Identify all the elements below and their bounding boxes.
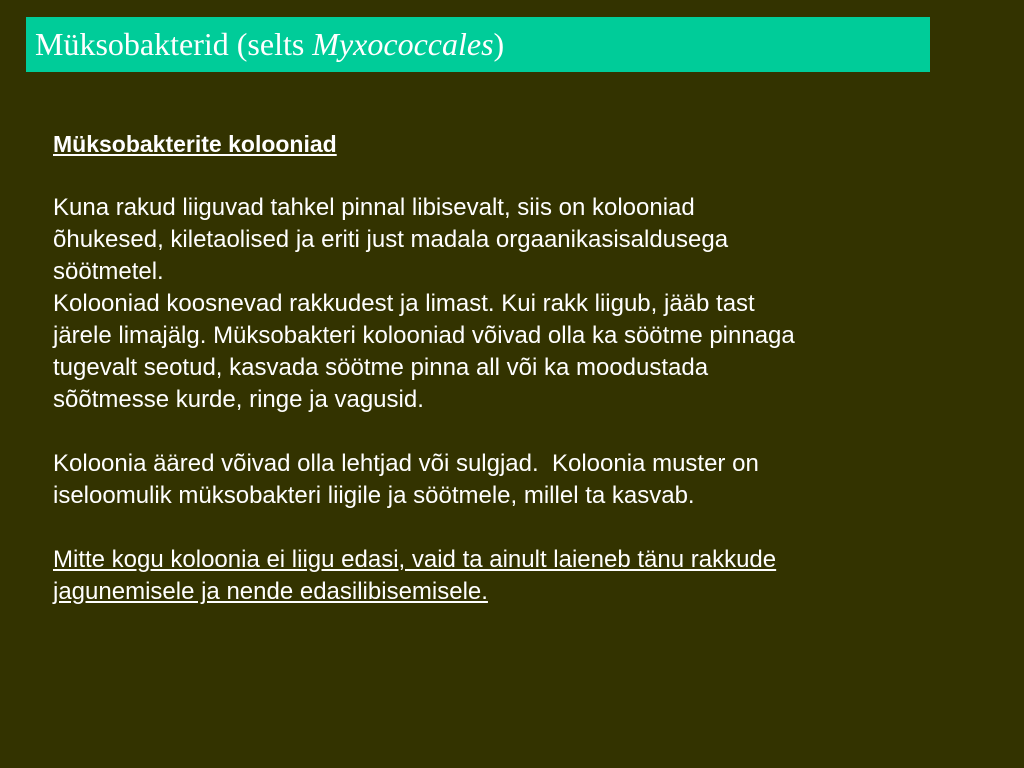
paragraph-3-line-1: Koloonia ääred võivad olla lehtjad või sulgjad. Koloonia muster on [53, 450, 759, 477]
paragraph-2-line-1: Kolooniad koosnevad rakkudest ja limast. Kui rakk liigub, jääb tast [53, 290, 755, 317]
paragraph-3-line-2: iseloomulik müksobakteri liigile ja söötmele, millel ta kasvab. [53, 482, 695, 509]
paragraph-2-line-3: tugevalt seotud, kasvada söötme pinna all või ka moodustada [53, 354, 709, 381]
section-heading: Müksobakterite kolooniad [53, 131, 337, 157]
paragraph-4-line-1: Mitte kogu koloonia ei liigu edasi, vaid ta ainult laieneb tänu rakkude [53, 546, 777, 573]
title-italic-taxon: Myxococcales [312, 26, 494, 62]
paragraph-2-line-2: järele limajälg. Müksobakteri kolooniad võivad olla ka söötme pinnaga [53, 322, 795, 349]
slide-content [53, 128, 973, 608]
title-prefix: Müksobakterid (selts [35, 26, 313, 62]
spacer [53, 160, 973, 192]
slide-title [35, 17, 930, 72]
title-suffix: ) [493, 26, 505, 62]
paragraph-4-line-2: jagunemisele ja nende edasilibisemisele. [53, 578, 488, 605]
paragraph-1-line-1: Kuna rakud liiguvad tahkel pinnal libisevalt, siis on kolooniad [53, 194, 695, 221]
paragraph-1-line-3: söötmetel. [53, 258, 164, 285]
spacer [53, 512, 973, 544]
paragraph-2-line-4: sõõtmesse kurde, ringe ja vagusid. [53, 386, 424, 413]
title-bar [26, 17, 930, 72]
paragraph-1-line-2: õhukesed, kiletaolised ja eriti just madala orgaanikasisaldusega [53, 226, 729, 253]
spacer [53, 416, 973, 448]
